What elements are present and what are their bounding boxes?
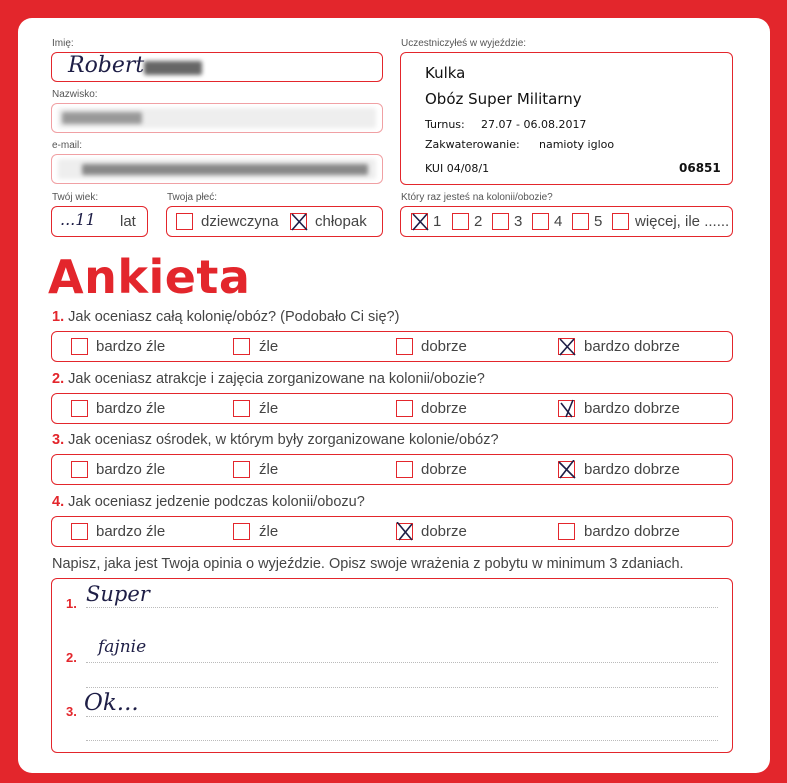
q4-option-bardzo-zle: bardzo źle	[96, 523, 166, 540]
q3-option-dobrze: dobrze	[421, 461, 467, 478]
nazwisko-label: Nazwisko:	[52, 89, 98, 100]
q4-option-zle: źle	[259, 523, 279, 540]
opinion-line-3	[86, 716, 718, 717]
q3-checkbox-bardzo-dobrze[interactable]	[558, 461, 575, 478]
q1-checkbox-dobrze[interactable]	[396, 338, 413, 355]
question-2-answers	[51, 393, 733, 424]
q1-option-bardzo-dobrze: bardzo dobrze	[584, 338, 680, 355]
checkbox-times-4[interactable]	[532, 213, 549, 230]
q1-option-zle: źle	[259, 338, 279, 355]
email-label: e-mail:	[52, 140, 83, 151]
question-3-answers	[51, 454, 733, 485]
question-3	[52, 432, 499, 448]
opinion-line-2	[86, 662, 718, 663]
q3-checkbox-bardzo-zle[interactable]	[71, 461, 88, 478]
camp-name: Kulka	[425, 64, 466, 82]
question-1-text: Jak oceniasz całą kolonię/obóz? (Podobało Ci się?)	[68, 309, 400, 325]
plec-field	[166, 206, 383, 237]
q1-option-dobrze: dobrze	[421, 338, 467, 355]
nazwisko-field[interactable]	[51, 103, 383, 133]
question-2-text: Jak oceniasz atrakcje i zajęcia zorganizowane na kolonii/obozie?	[68, 371, 485, 387]
opinion-line-extra-2	[86, 740, 718, 741]
redacted-surname-initial	[144, 61, 202, 75]
q2-checkbox-dobrze[interactable]	[396, 400, 413, 417]
imie-label: Imię:	[52, 38, 74, 49]
checkbox-times-5[interactable]	[572, 213, 589, 230]
q4-option-dobrze: dobrze	[421, 523, 467, 540]
q4-checkbox-dobrze[interactable]	[396, 523, 413, 540]
question-1-number: 1.	[52, 309, 65, 325]
camp-label: Uczestniczyłeś w wyjeździe:	[401, 38, 527, 49]
question-3-text: Jak oceniasz ośrodek, w którym były zorganizowane kolonie/obóz?	[68, 432, 499, 448]
q2-option-dobrze: dobrze	[421, 400, 467, 417]
survey-title: Ankieta	[48, 250, 251, 304]
x-mark-icon	[410, 212, 430, 232]
redacted-surname-text	[62, 112, 142, 124]
x-mark-icon	[557, 399, 577, 419]
email-field[interactable]	[51, 154, 383, 184]
camp-number: 06851	[679, 161, 721, 175]
camp-code: KUI 04/08/1	[425, 162, 490, 175]
checkbox-dziewczyna[interactable]	[176, 213, 193, 230]
opinion-line-3-text: Ok...	[84, 690, 139, 716]
imie-value: Robert	[68, 53, 145, 78]
q3-checkbox-dobrze[interactable]	[396, 461, 413, 478]
q3-option-bardzo-dobrze: bardzo dobrze	[584, 461, 680, 478]
q1-checkbox-zle[interactable]	[233, 338, 250, 355]
redacted-email-text	[82, 164, 368, 175]
question-1-answers	[51, 331, 733, 362]
plec-label: Twoja płeć:	[167, 192, 218, 203]
q2-option-bardzo-zle: bardzo źle	[96, 400, 166, 417]
q1-checkbox-bardzo-dobrze[interactable]	[558, 338, 575, 355]
q4-checkbox-bardzo-dobrze[interactable]	[558, 523, 575, 540]
times-option-2: 2	[474, 213, 483, 230]
times-option-3: 3	[514, 213, 523, 230]
times-option-more: więcej, ile ......	[635, 213, 730, 230]
checkbox-times-1[interactable]	[411, 213, 428, 230]
times-label: Który raz jesteś na kolonii/obozie?	[401, 192, 553, 203]
question-4-number: 4.	[52, 494, 65, 510]
times-field	[400, 206, 733, 237]
question-4-text: Jak oceniasz jedzenie podczas kolonii/obozu?	[68, 494, 365, 510]
camp-program: Obóz Super Militarny	[425, 90, 582, 108]
q3-option-zle: źle	[259, 461, 279, 478]
question-2-number: 2.	[52, 371, 65, 387]
q2-checkbox-zle[interactable]	[233, 400, 250, 417]
wiek-label: Twój wiek:	[52, 192, 99, 203]
question-1	[52, 309, 399, 325]
option-dziewczyna: dziewczyna	[201, 213, 279, 230]
opinion-line-1	[86, 607, 718, 608]
camp-info-box	[400, 52, 733, 185]
q2-option-zle: źle	[259, 400, 279, 417]
q4-option-bardzo-dobrze: bardzo dobrze	[584, 523, 680, 540]
turnus-label: Turnus:	[425, 118, 465, 131]
question-3-number: 3.	[52, 432, 65, 448]
opinion-line-extra-1	[86, 687, 718, 688]
question-2	[52, 371, 485, 387]
q4-checkbox-bardzo-zle[interactable]	[71, 523, 88, 540]
wiek-unit: lat	[120, 213, 136, 230]
wiek-field[interactable]	[51, 206, 148, 237]
q4-checkbox-zle[interactable]	[233, 523, 250, 540]
times-option-1: 1	[433, 213, 442, 230]
turnus-value: 27.07 - 06.08.2017	[481, 118, 587, 131]
times-option-4: 4	[554, 213, 563, 230]
x-mark-icon	[557, 337, 577, 357]
opinion-prompt: Napisz, jaka jest Twoja opinia o wyjeździe. Opisz swoje wrażenia z pobytu w minimum 3 zdaniach.	[52, 556, 684, 572]
q2-option-bardzo-dobrze: bardzo dobrze	[584, 400, 680, 417]
question-4-answers	[51, 516, 733, 547]
option-chlopak: chłopak	[315, 213, 367, 230]
x-mark-icon	[395, 522, 415, 542]
opinion-box[interactable]	[51, 578, 733, 753]
q3-checkbox-zle[interactable]	[233, 461, 250, 478]
imie-field[interactable]	[51, 52, 383, 82]
wiek-value: ...11	[60, 210, 96, 229]
checkbox-chlopak[interactable]	[290, 213, 307, 230]
opinion-line-1-number: 1.	[66, 596, 77, 611]
opinion-line-3-number: 3.	[66, 704, 77, 719]
opinion-line-1-text: Super	[86, 582, 150, 606]
q3-option-bardzo-zle: bardzo źle	[96, 461, 166, 478]
times-option-5: 5	[594, 213, 603, 230]
zakwaterowanie-value: namioty igloo	[539, 138, 615, 151]
checkbox-times-3[interactable]	[492, 213, 509, 230]
opinion-line-2-text: fajnie	[98, 637, 147, 657]
zakwaterowanie-label: Zakwaterowanie:	[425, 138, 520, 151]
checkbox-times-more[interactable]	[612, 213, 629, 230]
q2-checkbox-bardzo-zle[interactable]	[71, 400, 88, 417]
checkbox-times-2[interactable]	[452, 213, 469, 230]
question-4	[52, 494, 365, 510]
opinion-line-2-number: 2.	[66, 650, 77, 665]
q2-checkbox-bardzo-dobrze[interactable]	[558, 400, 575, 417]
x-mark-icon	[289, 212, 309, 232]
x-mark-icon	[557, 460, 577, 480]
q1-checkbox-bardzo-zle[interactable]	[71, 338, 88, 355]
q1-option-bardzo-zle: bardzo źle	[96, 338, 166, 355]
